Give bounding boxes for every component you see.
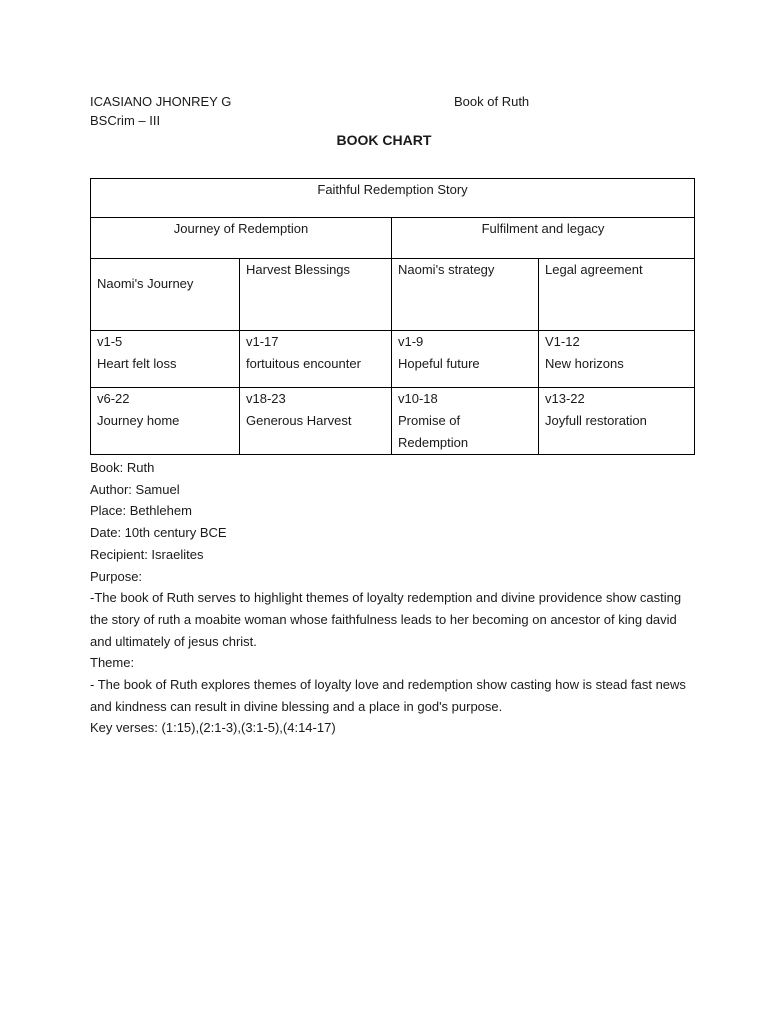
column-header: Naomi's strategy — [392, 259, 539, 331]
table-cell — [91, 331, 240, 388]
detail-place: Place: Bethlehem — [90, 503, 192, 519]
theme-text: - The book of Ruth explores themes of loyalty love and redemption show casting how is stead fast news and kindness can result in divine blessing and a place in god's purpose. — [90, 677, 686, 714]
column-header: Naomi's Journey — [91, 259, 240, 331]
table-cell — [539, 331, 695, 388]
table-cell — [392, 388, 539, 455]
key-verses: Key verses: (1:15),(2:1-3),(3:1-5),(4:14-17) — [90, 720, 336, 736]
detail-book: Book: Ruth — [90, 460, 155, 475]
verse-ref: v10-18 — [398, 391, 438, 406]
verse-ref: v1-9 — [398, 334, 424, 349]
table-row — [91, 331, 695, 388]
course-label: BSCrim – III — [90, 113, 161, 128]
verse-ref: v18-23 — [246, 391, 286, 406]
page-title: BOOK CHART — [336, 132, 432, 148]
table-cell — [392, 331, 539, 388]
table-cell — [539, 388, 695, 455]
section-journey-of-redemption: Journey of Redemption — [91, 218, 392, 259]
book-chart-table — [90, 178, 695, 455]
cell-label: Hopeful future — [398, 356, 480, 371]
column-header: Legal agreement — [539, 259, 695, 331]
cell-label: Journey home — [97, 413, 180, 428]
cell-label: fortuitous encounter — [246, 356, 361, 371]
section-fulfilment-and-legacy: Fulfilment and legacy — [392, 218, 695, 259]
theme-label: Theme: — [90, 655, 135, 671]
book-details — [90, 457, 690, 739]
table-row — [91, 179, 695, 218]
table-cell — [240, 388, 392, 455]
chart-main-title: Faithful Redemption Story — [91, 179, 695, 218]
column-header: Harvest Blessings — [240, 259, 392, 331]
table-cell — [91, 388, 240, 455]
student-name: ICASIANO JHONREY G — [90, 94, 232, 109]
verse-ref: V1-12 — [545, 334, 580, 349]
cell-label-continued: Redemption — [398, 435, 469, 450]
cell-label: Joyfull restoration — [545, 413, 647, 428]
cell-label: Promise of — [398, 413, 461, 428]
verse-ref: v1-5 — [97, 334, 123, 349]
purpose-label: Purpose: — [90, 568, 143, 584]
table-row — [91, 218, 695, 259]
cell-label: Heart felt loss — [97, 356, 177, 371]
detail-author: Author: Samuel — [90, 481, 180, 497]
detail-date: Date: 10th century BCE — [90, 525, 227, 541]
verse-ref: v6-22 — [97, 391, 130, 406]
cell-label: New horizons — [545, 356, 624, 371]
verse-ref: v13-22 — [545, 391, 585, 406]
purpose-text: -The book of Ruth serves to highlight themes of loyalty redemption and divine providence show casting the story of ruth a moabite woman whose faithfulness leads to her becoming on ancestor of king david and ultimately of jesus christ. — [90, 590, 682, 649]
table-row — [91, 388, 695, 455]
detail-recipient: Recipient: Israelites — [90, 546, 204, 562]
table-cell — [240, 331, 392, 388]
cell-label: Generous Harvest — [246, 413, 352, 428]
book-name: Book of Ruth — [454, 94, 530, 109]
verse-ref: v1-17 — [246, 334, 279, 349]
table-row — [91, 259, 695, 331]
